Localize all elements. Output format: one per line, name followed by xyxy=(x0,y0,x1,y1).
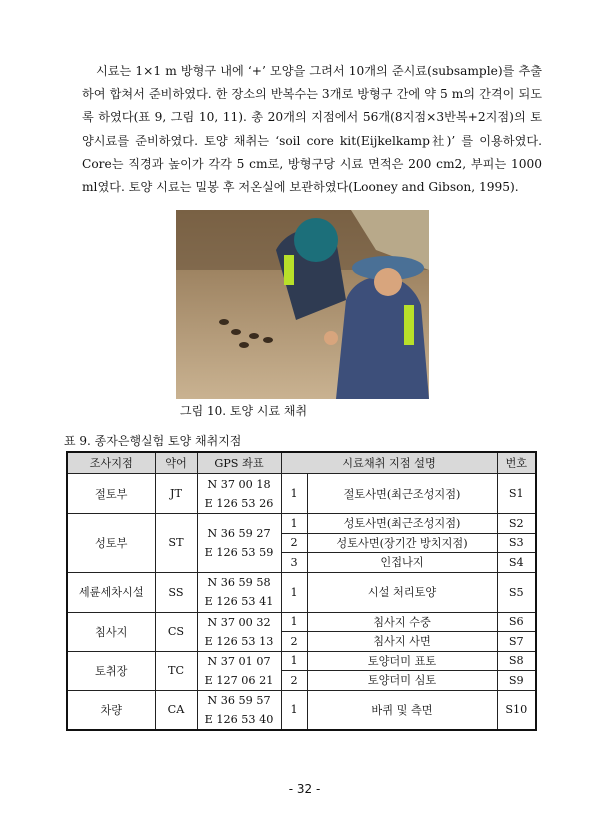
id-cell: S9 xyxy=(497,671,536,691)
gps-e: E 126 53 26 xyxy=(204,496,274,510)
desc-cell: 토양더미 심토 xyxy=(307,671,497,691)
site-cell: 침사지 xyxy=(67,612,155,651)
gps-n: N 36 59 27 xyxy=(207,526,271,540)
site-cell: 토취장 xyxy=(67,651,155,690)
id-cell: S3 xyxy=(497,533,536,553)
gps-e: E 126 53 13 xyxy=(204,634,274,648)
header-site: 조사지점 xyxy=(67,452,155,474)
site-cell: 절토부 xyxy=(67,474,155,514)
abbr-cell: JT xyxy=(155,474,197,514)
idx-cell: 3 xyxy=(281,553,307,573)
abbr-cell: TC xyxy=(155,651,197,690)
desc-cell: 토양더미 표토 xyxy=(307,651,497,671)
id-cell: S4 xyxy=(497,553,536,573)
idx-cell: 1 xyxy=(281,690,307,730)
gps-cell xyxy=(197,612,281,651)
desc-cell: 침사지 수중 xyxy=(307,612,497,632)
page-number: - 32 - xyxy=(288,782,321,796)
table-row xyxy=(67,612,536,632)
header-abbr: 약어 xyxy=(155,452,197,474)
desc-cell: 성토사면(최근조성지점) xyxy=(307,514,497,534)
site-cell: 차량 xyxy=(67,690,155,730)
id-cell: S6 xyxy=(497,612,536,632)
table-caption: 표 9. 종자은행실험 토양 채취지점 xyxy=(64,434,242,448)
desc-cell: 시설 처리토양 xyxy=(307,572,497,612)
id-cell: S1 xyxy=(497,474,536,514)
table-row xyxy=(67,514,536,534)
idx-cell: 1 xyxy=(281,572,307,612)
gps-e: E 126 53 40 xyxy=(204,712,274,726)
gps-e: E 126 53 41 xyxy=(204,595,274,608)
desc-cell: 바퀴 및 측면 xyxy=(307,690,497,730)
idx-cell: 1 xyxy=(281,651,307,671)
idx-cell: 1 xyxy=(281,474,307,514)
site-cell: 세륜세차시설 xyxy=(67,572,155,612)
header-gps: GPS 좌표 xyxy=(197,452,281,474)
header-desc: 시료채취 지점 설명 xyxy=(281,452,497,474)
table-row xyxy=(67,651,536,671)
gps-cell xyxy=(197,651,281,690)
idx-cell: 2 xyxy=(281,632,307,652)
id-cell: S10 xyxy=(497,690,536,730)
header-num: 번호 xyxy=(497,452,536,474)
table-row xyxy=(67,690,536,730)
desc-cell: 침사지 사면 xyxy=(307,632,497,652)
idx-cell: 2 xyxy=(281,533,307,553)
gps-n: N 37 00 32 xyxy=(207,615,271,629)
gps-cell xyxy=(197,514,281,573)
body-paragraph xyxy=(82,60,542,199)
id-cell: S5 xyxy=(497,572,536,612)
gps-cell xyxy=(197,474,281,514)
id-cell: S8 xyxy=(497,651,536,671)
idx-cell: 1 xyxy=(281,612,307,632)
id-cell: S2 xyxy=(497,514,536,534)
photo-illustration xyxy=(176,210,429,399)
id-cell: S7 xyxy=(497,632,536,652)
site-cell: 성토부 xyxy=(67,514,155,573)
sampling-sites-table xyxy=(66,451,537,731)
gps-cell xyxy=(197,572,281,612)
desc-cell: 절토사면(최근조성지점) xyxy=(307,474,497,514)
table-row xyxy=(67,474,536,514)
gps-n: N 37 00 18 xyxy=(207,477,271,491)
abbr-cell: CS xyxy=(155,612,197,651)
gps-n: N 37 01 07 xyxy=(207,654,271,668)
abbr-cell: SS xyxy=(155,572,197,612)
table-row xyxy=(67,572,536,612)
idx-cell: 2 xyxy=(281,671,307,691)
desc-cell: 인접나지 xyxy=(307,553,497,573)
gps-n: N 36 59 57 xyxy=(207,693,271,707)
idx-cell: 1 xyxy=(281,514,307,534)
desc-cell: 성토사면(장기간 방치지점) xyxy=(307,533,497,553)
abbr-cell: CA xyxy=(155,690,197,730)
gps-cell xyxy=(197,690,281,730)
gps-n: N 36 59 58 xyxy=(207,576,271,589)
paragraph-text: 시료는 1×1 m 방형구 내에 ‘+’ 모양을 그려서 10개의 준시료(subsample)를 추출하여 합쳐서 준비하였다. 한 장소의 반복수는 3개로 방형구 간에 약 5 m의 간격이 되도록 하였다(표 9, 그림 10, 11). 총 20개의 지점에서 56개(8지점×3반복+2지점)의 토양시료를 준비하였다. 토양 채취는 ‘soil core kit(Eijkelkamp社)’ 를 이용하였다. Core는 직경과 높이가 각각 5 cm로, 방형구당 시료 면적은 200 cm2, 부피는 1000 ml였다. 토양 시료는 밀봉 후 저온실에 보관하였다(Looney and Gibson, 1995). xyxy=(82,64,542,195)
soil-sampling-photo xyxy=(176,210,429,399)
abbr-cell: ST xyxy=(155,514,197,573)
gps-e: E 127 06 21 xyxy=(204,673,274,687)
figure-caption: 그림 10. 토양 시료 채취 xyxy=(180,404,308,418)
gps-e: E 126 53 59 xyxy=(204,545,274,559)
